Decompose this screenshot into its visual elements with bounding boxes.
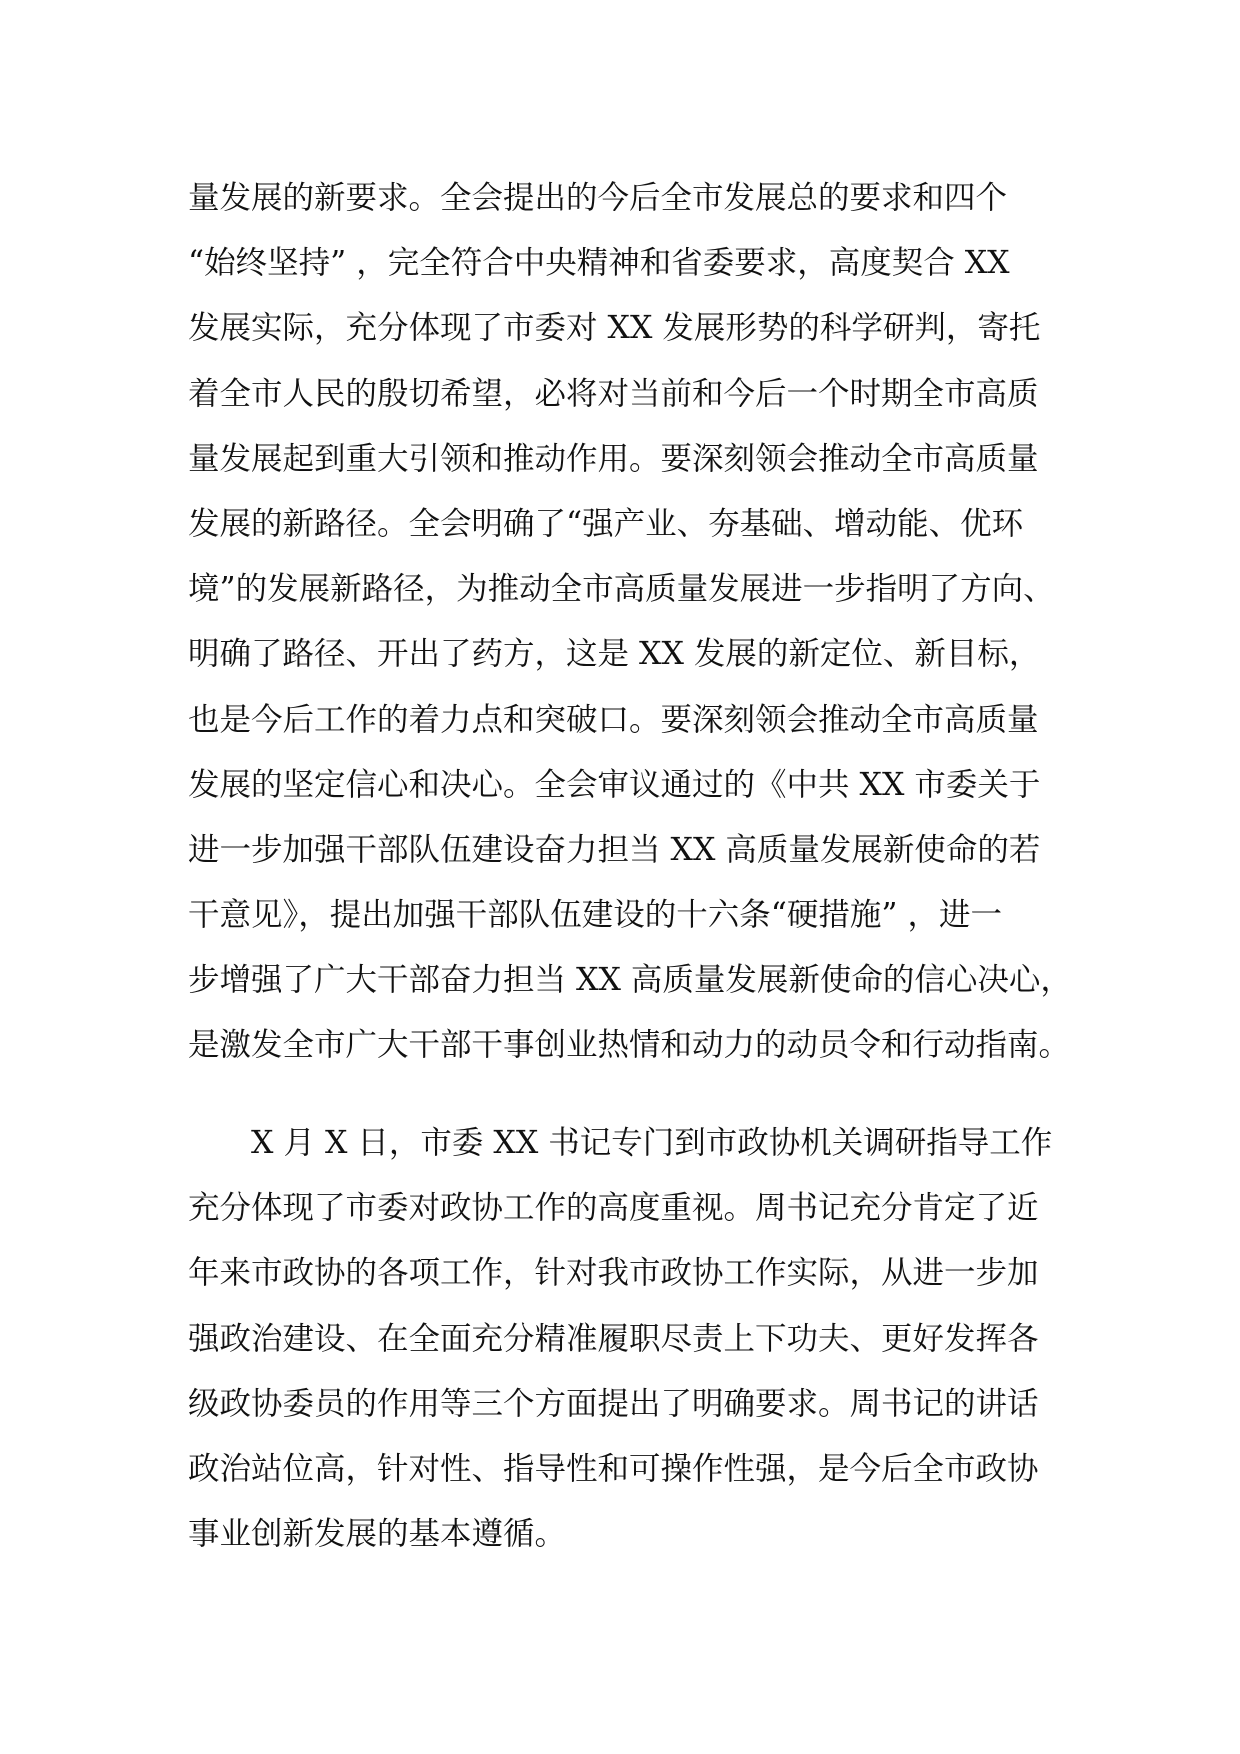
text-line: 政治站位高，针对性、指导性和可操作性强，是今后全市政协	[188, 1450, 1039, 1487]
text-line: 强政治建设、在全面充分精准履职尽责上下功夫、更好发挥各	[188, 1320, 1039, 1357]
text-line: 发展实际，充分体现了市委对 XX 发展形势的科学研判，寄托	[188, 310, 1041, 347]
paragraph-1	[188, 166, 1072, 1079]
text-line: 着全市人民的殷切希望，必将对当前和今后一个时期全市高质	[188, 375, 1039, 412]
text-line: 年来市政协的各项工作，针对我市政协工作实际，从进一步加	[188, 1255, 1039, 1292]
text-line: “始终坚持” ，完全符合中央精神和省委要求，高度契合 XX	[188, 245, 1010, 282]
text-line: 步增强了广大干部奋力担当 XX 高质量发展新使命的信心决心，	[188, 962, 1072, 999]
text-line: 量发展的新要求。全会提出的今后全市发展总的要求和四个	[188, 180, 1008, 216]
text-line: X 月 X 日，市委 XX 书记专门到市政协机关调研指导工作	[188, 1125, 1053, 1161]
text-line: 是激发全市广大干部干事创业热情和动力的动员令和行动指南。	[188, 1027, 1071, 1064]
text-line: 发展的新路径。全会明确了“强产业、夯基础、增动能、优环	[188, 505, 1024, 542]
text-line: 发展的坚定信心和决心。全会审议通过的《中共 XX 市委关于	[188, 766, 1041, 803]
text-line: 进一步加强干部队伍建设奋力担当 XX 高质量发展新使命的若	[188, 831, 1041, 868]
text-line: 事业创新发展的基本遵循。	[188, 1516, 567, 1553]
paragraph-2	[188, 1111, 1068, 1567]
text-line: 明确了路径、开出了药方，这是 XX 发展的新定位、新目标，	[188, 636, 1041, 673]
text-line: 量发展起到重大引领和推动作用。要深刻领会推动全市高质量	[188, 440, 1039, 477]
text-line: 也是今后工作的着力点和突破口。要深刻领会推动全市高质量	[188, 701, 1039, 738]
text-line: 干意见》，提出加强干部队伍建设的十六条“硬措施” ，进一	[188, 897, 1002, 934]
text-line: 境”的发展新路径，为推动全市高质量发展进一步指明了方向、	[188, 571, 1055, 608]
text-line: 级政协委员的作用等三个方面提出了明确要求。周书记的讲话	[188, 1385, 1039, 1422]
text-line: 充分体现了市委对政协工作的高度重视。周书记充分肯定了近	[188, 1190, 1039, 1227]
